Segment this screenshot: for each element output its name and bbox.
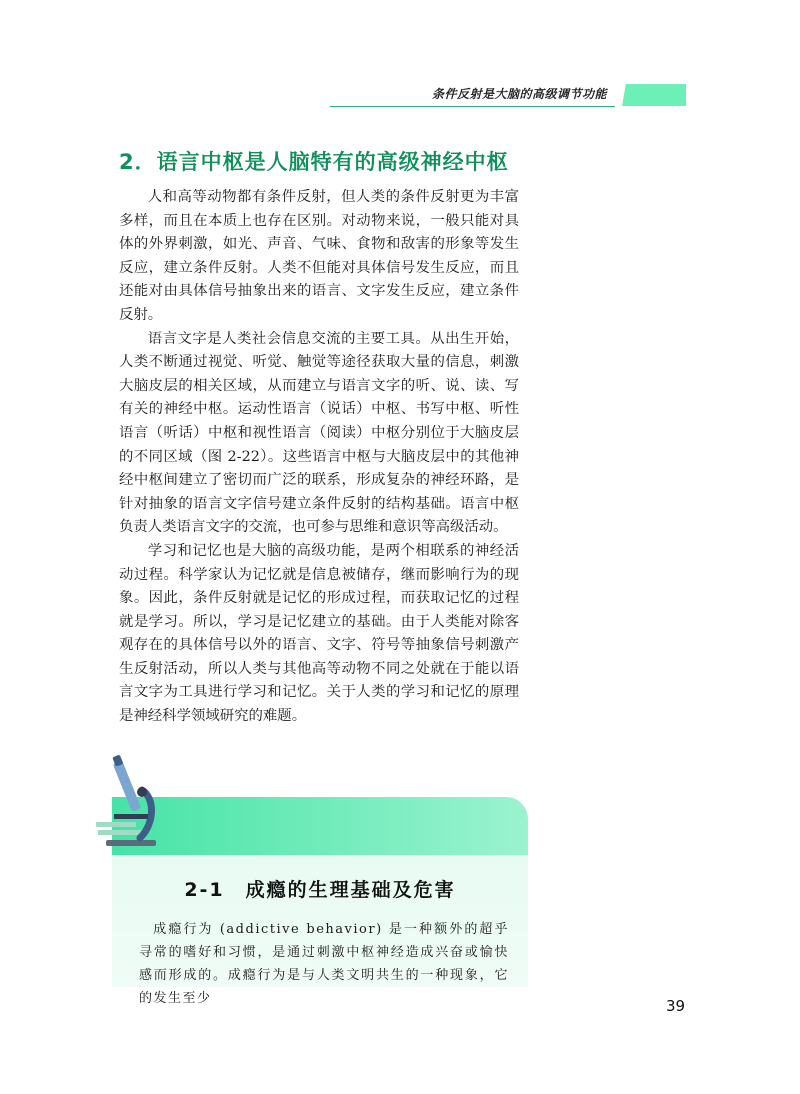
running-header xyxy=(330,80,615,107)
microscope-icon xyxy=(96,752,176,852)
running-header-title: 条件反射是大脑的高级调节功能 xyxy=(431,87,607,101)
sidebar-box-text xyxy=(139,918,509,1010)
section-body xyxy=(119,186,519,729)
paragraph: 学习和记忆也是大脑的高级功能，是两个相联系的神经活动过程。科学家认为记忆就是信息被储存，继而影响行为的现象。因此，条件反射就是记忆的形成过程，而获取记忆的过程就是学习。所以，学习是记忆建立的基础。由于人类能对除客观存在的具体信号以外的语言、文字、符号等抽象信号刺激产生反射活动，所以人类与其他高等动物不同之处就在于能以语言文字为工具进行学习和记忆。关于人类的学习和记忆的原理是神经科学领域研究的难题。 xyxy=(119,542,519,725)
paragraph: 人和高等动物都有条件反射，但人类的条件反射更为丰富多样，而且在本质上也存在区别。对动物来说，一般只能对具体的外界刺激，如光、声音、气味、食物和敌害的形象等发生反应，建立条件反射。人类不但能对具体信号发生反应，而且还能对由具体信号抽象出来的语言、文字发生反应，建立条件反射。 xyxy=(119,189,519,323)
sidebar-box-title: 2-1 成瘾的生理基础及危害 xyxy=(184,879,456,901)
section-title: 2．语言中枢是人脑特有的高级神经中枢 xyxy=(119,150,509,174)
sidebar-box-paragraph: 成瘾行为 (addictive behavior) 是一种额外的超乎寻常的嗜好和习惯，是通过刺激中枢神经造成兴奋或愉快感而形成的。成瘾行为是与人类文明共生的一种现象，它的发生至少 xyxy=(139,922,509,1006)
paragraph: 语言文字是人类社会信息交流的主要工具。从出生开始，人类不断通过视觉、听觉、触觉等途径获取大量的信息，刺激大脑皮层的相关区域，从而建立与语言文字的听、说、读、写有关的神经中枢。运动性语言（说话）中枢、书写中枢、听性语言（听话）中枢和视性语言（阅读）中枢分别位于大脑皮层的不同区域（图 2-22）。这些语言中枢与大脑皮层中的其他神经中枢间建立了密切而广泛的联系，形成复杂的神经环路，是针对抽象的语言文字信号建立条件反射的结构基础。语言中枢负责人类语言文字的交流，也可参与思维和意识等高级活动。 xyxy=(119,330,519,536)
page-number: 39 xyxy=(666,997,686,1015)
header-tab-decoration xyxy=(622,84,686,106)
